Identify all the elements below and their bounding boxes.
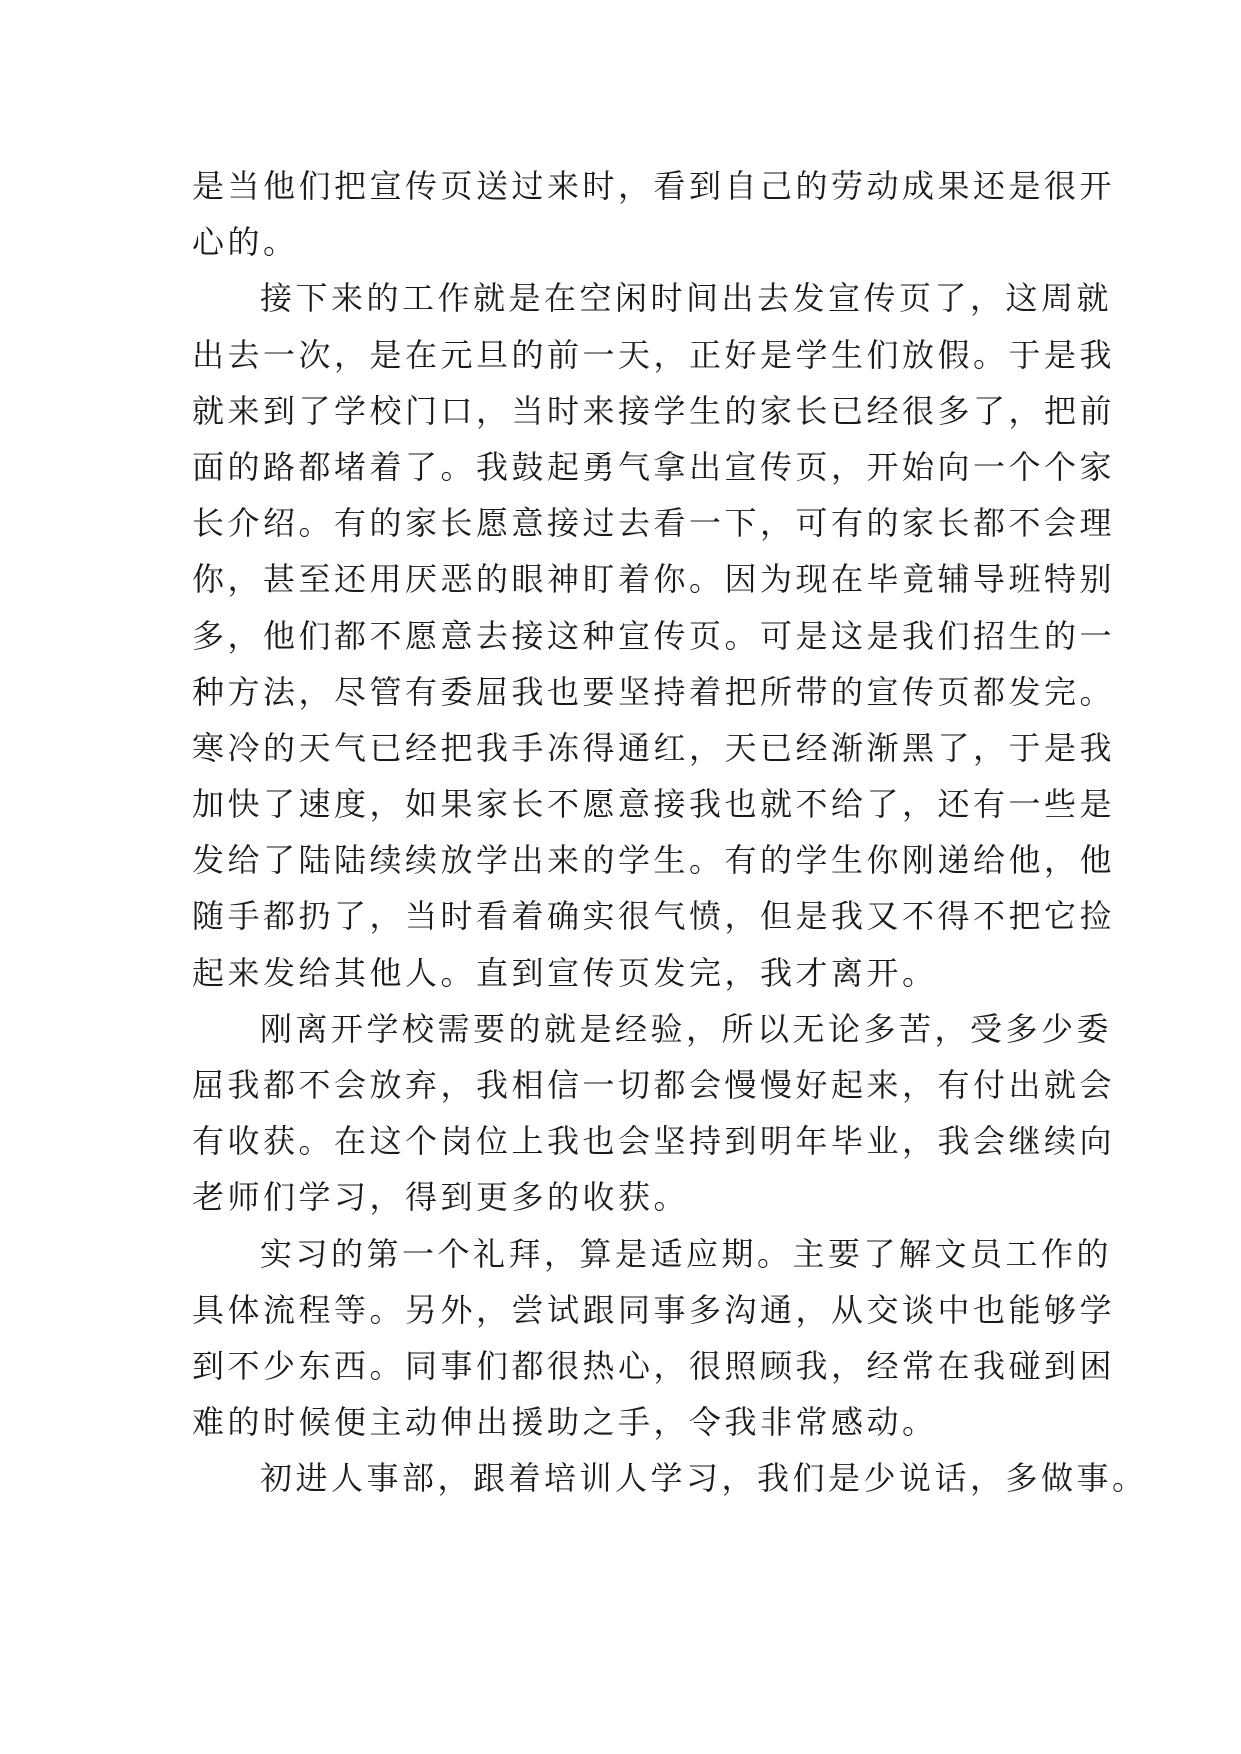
text-line: 随手都扔了，当时看着确实很气愤，但是我又不得不把它捡	[192, 897, 1116, 936]
text-line: 是当他们把宣传页送过来时，看到自己的劳动成果还是很开	[192, 167, 1116, 205]
text-line: 寒冷的天气已经把我手冻得通红，天已经渐渐黑了，于是我	[192, 728, 1116, 767]
text-line: 有收获。在这个岗位上我也会坚持到明年毕业，我会继续向	[192, 1122, 1116, 1161]
text-line: 心的。	[192, 223, 299, 262]
text-line: 你，甚至还用厌恶的眼神盯着你。因为现在毕竟辅导班特别	[192, 560, 1116, 599]
text-line: 就来到了学校门口，当时来接学生的家长已经很多了，把前	[192, 391, 1116, 430]
text-line: 长介绍。有的家长愿意接过去看一下，可有的家长都不会理	[192, 504, 1116, 543]
paragraph-first-line: 实习的第一个礼拜，算是适应期。主要了解文员工作的	[260, 1234, 1113, 1273]
body-text	[192, 158, 1148, 1507]
paragraph-first-line: 刚离开学校需要的就是经验，所以无论多苦，受多少委	[260, 1009, 1113, 1048]
text-line: 老师们学习，得到更多的收获。	[192, 1178, 690, 1217]
text-line: 种方法，尽管有委屈我也要坚持着把所带的宣传页都发完。	[192, 672, 1116, 711]
text-line: 到不少东西。同事们都很热心，很照顾我，经常在我碰到困	[192, 1346, 1116, 1385]
text-line: 加快了速度，如果家长不愿意接我也就不给了，还有一些是	[192, 785, 1116, 824]
paragraph-first-line: 接下来的工作就是在空闲时间出去发宣传页了，这周就	[260, 279, 1113, 318]
text-line: 屈我都不会放弃，我相信一切都会慢慢好起来，有付出就会	[192, 1066, 1116, 1104]
text-line: 起来发给其他人。直到宣传页发完，我才离开。	[192, 953, 938, 992]
text-line: 多，他们都不愿意去接这种宣传页。可是这是我们招生的一	[192, 616, 1116, 655]
text-line: 难的时候便主动伸出援助之手，令我非常感动。	[192, 1403, 938, 1442]
text-line: 具体流程等。另外，尝试跟同事多沟通，从交谈中也能够学	[192, 1290, 1116, 1329]
text-line: 出去一次，是在元旦的前一天，正好是学生们放假。于是我	[192, 335, 1116, 374]
text-line: 发给了陆陆续续放学出来的学生。有的学生你刚递给他，他	[192, 841, 1116, 880]
text-line: 面的路都堵着了。我鼓起勇气拿出宣传页，开始向一个个家	[192, 447, 1116, 486]
paragraph-first-line: 初进人事部，跟着培训人学习，我们是少说话，多做事。	[260, 1459, 1148, 1498]
